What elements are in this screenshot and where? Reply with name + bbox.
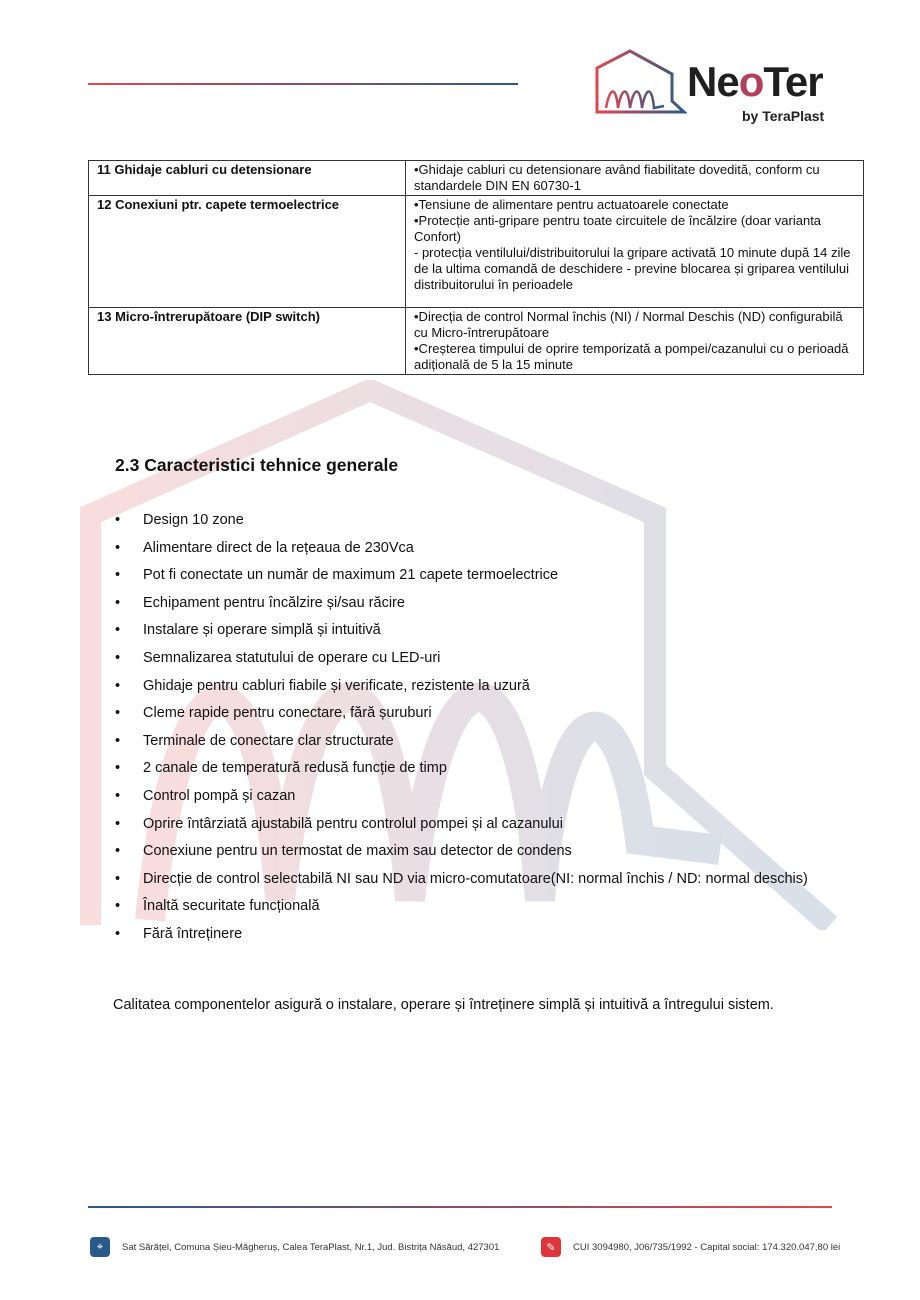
footer-address bbox=[90, 1237, 499, 1257]
list-item: • Conexiune pentru un termostat de maxim sau detector de condens bbox=[115, 838, 815, 866]
logo-tagline: by TeraPlast bbox=[742, 108, 825, 124]
list-item: • 2 canale de temperatură redusă funcție de timp bbox=[115, 755, 815, 783]
summary-paragraph: Calitatea componentelor asigură o instalare, operare și întreținere simplă și intuitivă a întregului sistem. bbox=[113, 997, 774, 1013]
list-item: • Direcție de control selectabilă NI sau ND via micro-comutatoare(NI: normal închis / ND: normal deschis) bbox=[115, 866, 815, 894]
section-title: 2.3 Caracteristici tehnice generale bbox=[115, 455, 399, 475]
table-row bbox=[89, 161, 864, 196]
row-line: •Tensiune de alimentare pentru actuatoarele conectate bbox=[414, 197, 729, 212]
features-list bbox=[115, 507, 815, 949]
document-icon: ✎ bbox=[541, 1237, 561, 1257]
house-logo-icon bbox=[592, 46, 687, 116]
list-item: • Echipament pentru încălzire și/sau răcire bbox=[115, 590, 815, 618]
company-text: CUI 3094980, J06/735/1992 - Capital social: 174.320.047,80 lei bbox=[573, 1241, 841, 1253]
list-item: • Semnalizarea statutului de operare cu LED-uri bbox=[115, 645, 815, 673]
row-line: - protecția ventilului/distribuitorului la gripare activată 10 minute după 14 zile de la ultima comandă de deschidere - previne blocarea și griparea ventilului distribuitorului în perioadele bbox=[414, 245, 851, 292]
list-item: • Oprire întârziată ajustabilă pentru controlul pompei și al cazanului bbox=[115, 811, 815, 839]
header-divider bbox=[88, 83, 518, 85]
footer-company bbox=[541, 1237, 840, 1257]
list-item: • Terminale de conectare clar structurate bbox=[115, 728, 815, 756]
row-line: •Direcția de control Normal închis (NI) / Normal Deschis (ND) configurabilă cu Micro-întrerupătoare bbox=[414, 309, 843, 340]
list-item: • Control pompă și cazan bbox=[115, 783, 815, 811]
list-item: • Alimentare direct de la rețeaua de 230Vca bbox=[115, 535, 815, 563]
row-label: 12 Conexiuni ptr. capete termoelectrice bbox=[89, 196, 406, 308]
list-item: • Design 10 zone bbox=[115, 507, 815, 535]
footer-divider bbox=[88, 1206, 832, 1208]
neoter-logo bbox=[592, 46, 837, 126]
address-text: Sat Sărățel, Comuna Șieu-Măgheruș, Calea TeraPlast, Nr.1, Jud. Bistrița Năsăud, 427301 bbox=[122, 1241, 500, 1253]
location-pin-icon: ⌖ bbox=[90, 1237, 110, 1257]
row-label: 11 Ghidaje cabluri cu detensionare bbox=[89, 161, 406, 196]
row-line: •Protecție anti-gripare pentru toate circuitele de încălzire (doar varianta Confort) bbox=[414, 213, 822, 244]
row-label: 13 Micro-întrerupătoare (DIP switch) bbox=[89, 308, 406, 375]
list-item: • Pot fi conectate un număr de maximum 21 capete termoelectrice bbox=[115, 562, 815, 590]
list-item: • Fără întreținere bbox=[115, 921, 815, 949]
table-row bbox=[89, 196, 864, 308]
features-table bbox=[88, 160, 864, 375]
list-item: • Înaltă securitate funcțională bbox=[115, 893, 815, 921]
row-line: •Creșterea timpului de oprire temporizată a pompei/cazanului cu o perioadă adițională de 5 la 15 minute bbox=[414, 341, 849, 372]
list-item: • Instalare și operare simplă și intuitivă bbox=[115, 617, 815, 645]
table-row bbox=[89, 308, 864, 375]
logo-wordmark: NeoTer bbox=[687, 58, 823, 105]
row-line: •Ghidaje cabluri cu detensionare având fiabilitate dovedită, conform cu standardele DIN EN 60730-1 bbox=[414, 162, 820, 193]
list-item: • Ghidaje pentru cabluri fiabile și verificate, rezistente la uzură bbox=[115, 673, 815, 701]
list-item: • Cleme rapide pentru conectare, fără șuruburi bbox=[115, 700, 815, 728]
